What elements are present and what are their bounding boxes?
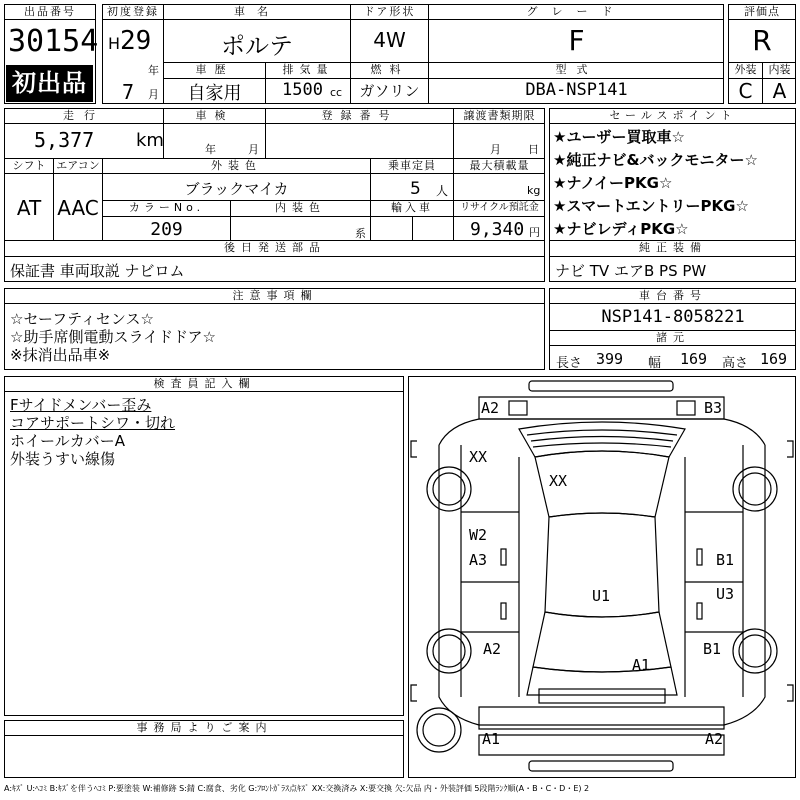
specs-header: 諸元 xyxy=(656,331,690,344)
capacity-header: 乗車定員 xyxy=(388,159,436,172)
spec-width: 169 xyxy=(680,350,708,368)
interior-score: A xyxy=(772,79,787,103)
damage-mark: A2 xyxy=(705,730,724,748)
inspector-list xyxy=(10,396,175,468)
sales-header: セールスポイント xyxy=(609,109,737,122)
damage-mark: A3 xyxy=(469,551,488,569)
spec-height: 169 xyxy=(760,350,788,368)
legend: A:ｷｽﾞ U:ﾍｺﾐ B:ｷｽﾞを伴うﾍｺﾐ P:要塗装 W:補修跡 S:錆 C:腐食、劣化 G:ﾌﾛﾝﾄｶﾞﾗｽ点ｷｽﾞ XX:交換済み X:要交換 欠:欠品 内・外装評価 5段階ﾗﾝｸ順(A・B・C・D・E) 2 xyxy=(4,784,590,793)
max-load-header: 最大積載量 xyxy=(469,159,530,172)
note-item: ※抹消出品車※ xyxy=(10,346,111,364)
notes-header: 注意事項欄 xyxy=(232,289,318,302)
sales-item: ★ユーザー買取車☆ xyxy=(553,128,685,146)
note-item: ☆セーフティセンス☆ xyxy=(10,310,154,328)
mileage-header: 走行 xyxy=(63,109,105,122)
spec-height-label: 高さ xyxy=(722,356,749,371)
shift-value: AT xyxy=(16,196,42,220)
car-name-header: 車名 xyxy=(234,5,280,18)
note-item: ☆助手席側電動スライドドア☆ xyxy=(10,328,216,346)
first-listing-badge: 初出品 xyxy=(6,65,93,102)
genuine-value: ナビ TV エアB PS PW xyxy=(555,262,707,280)
damage-mark: W2 xyxy=(469,526,488,544)
damage-mark: B3 xyxy=(704,399,723,417)
spec-length-label: 長さ xyxy=(556,356,583,371)
mileage-unit: km xyxy=(136,130,164,151)
chassis-header: 車台番号 xyxy=(639,289,707,302)
first-reg-era: H xyxy=(108,34,121,53)
recycle-value: 9,340 xyxy=(470,219,525,240)
inspector-item: コアサポートシワ・切れ xyxy=(10,414,176,432)
color-header: 外装色 xyxy=(211,159,262,172)
interior-color-suffix: 系 xyxy=(355,227,366,240)
inspector-header: 検査員記入欄 xyxy=(153,377,256,390)
notes-list xyxy=(10,310,216,364)
sales-item: ★ナノイーPKG☆ xyxy=(553,174,673,192)
aircon-header: エアコン xyxy=(56,159,100,172)
color-code-value: 209 xyxy=(150,219,183,240)
inspector-item: 外装うすい線傷 xyxy=(10,450,116,468)
interior-color-header: 内装色 xyxy=(275,201,326,214)
sales-item: ★ナビレディPKG☆ xyxy=(553,220,689,238)
registration-header: 登録番号 xyxy=(321,109,398,122)
displacement-value: 1500 xyxy=(282,80,323,100)
shift-header: シフト xyxy=(12,159,46,172)
damage-mark: A2 xyxy=(481,399,500,417)
damage-mark: XX xyxy=(549,472,568,490)
later-parts-header: 後日発送部品 xyxy=(224,241,326,254)
transfer-header: 譲渡書類期限 xyxy=(463,109,536,122)
office-header: 事務局よりご案内 xyxy=(136,721,273,734)
max-load-unit: kg xyxy=(527,184,541,197)
first-reg-year: 29 xyxy=(120,26,152,56)
damage-mark: XX xyxy=(469,448,488,466)
grade-header: グレード xyxy=(526,5,627,18)
displacement-header: 排気量 xyxy=(282,63,334,76)
damage-mark: A2 xyxy=(483,640,502,658)
inspector-item: Fサイドメンバー歪み xyxy=(10,396,152,414)
chassis-value: NSP141-8058221 xyxy=(601,307,745,327)
model-value: DBA-NSP141 xyxy=(525,80,628,100)
score-header: 評価点 xyxy=(744,5,780,18)
displacement-unit: cc xyxy=(330,86,343,99)
genuine-header: 純正装備 xyxy=(639,241,707,254)
damage-mark: B1 xyxy=(716,551,735,569)
later-parts-value: 保証書 車両取説 ナビロム xyxy=(10,262,185,280)
inspection-year-unit: 年 xyxy=(205,143,216,156)
lot-header: 出品番号 xyxy=(5,5,95,20)
aircon-value: AAC xyxy=(57,196,99,220)
capacity-unit: 人 xyxy=(436,184,449,198)
first-reg-month-unit: 月 xyxy=(148,88,159,101)
history-value: 自家用 xyxy=(187,83,242,104)
transfer-day-unit: 日 xyxy=(528,143,539,156)
damage-mark: A1 xyxy=(482,730,501,748)
model-header: 型式 xyxy=(555,63,598,76)
damage-mark: A1 xyxy=(632,656,651,674)
interior-header: 内装 xyxy=(768,63,791,76)
sales-item: ★純正ナビ&バックモニター☆ xyxy=(553,151,758,169)
grade-value: F xyxy=(568,24,585,57)
inspector-item: ホイールカバーA xyxy=(10,432,125,450)
fuel-value: ガソリン xyxy=(359,82,420,100)
spec-width-label: 幅 xyxy=(648,356,662,371)
history-header: 車歴 xyxy=(195,63,234,76)
exterior-score: C xyxy=(738,79,753,103)
lot-number: 30154 xyxy=(8,24,99,59)
door-value: 4W xyxy=(373,28,406,52)
first-reg-header: 初度登録 xyxy=(107,5,159,18)
fuel-header: 燃料 xyxy=(370,63,409,76)
first-reg-month: 7 xyxy=(122,80,135,104)
color-code-header: カラーNo. xyxy=(128,201,205,214)
sales-item: ★スマートエントリーPKG☆ xyxy=(553,197,749,215)
car-name: ポルテ xyxy=(221,32,293,60)
inspection-month-unit: 月 xyxy=(248,143,259,156)
recycle-header: リサイクル預託金 xyxy=(460,202,539,213)
capacity-value: 5 xyxy=(410,179,421,199)
inspection-header: 車検 xyxy=(195,109,234,122)
damage-mark: U3 xyxy=(716,585,735,603)
import-header: 輸入車 xyxy=(391,201,433,214)
first-reg-year-unit: 年 xyxy=(148,64,159,77)
score-value: R xyxy=(752,24,772,57)
damage-mark: B1 xyxy=(703,640,722,658)
exterior-header: 外装 xyxy=(734,63,757,76)
transfer-month-unit: 月 xyxy=(490,143,501,156)
recycle-unit: 円 xyxy=(529,226,540,239)
damage-diagram xyxy=(408,376,796,778)
mileage-value: 5,377 xyxy=(34,128,95,152)
spec-length: 399 xyxy=(596,350,624,368)
damage-mark: U1 xyxy=(592,587,611,605)
door-header: ドア形状 xyxy=(363,5,416,18)
sales-list xyxy=(553,126,758,241)
color-value: ブラックマイカ xyxy=(184,180,289,198)
